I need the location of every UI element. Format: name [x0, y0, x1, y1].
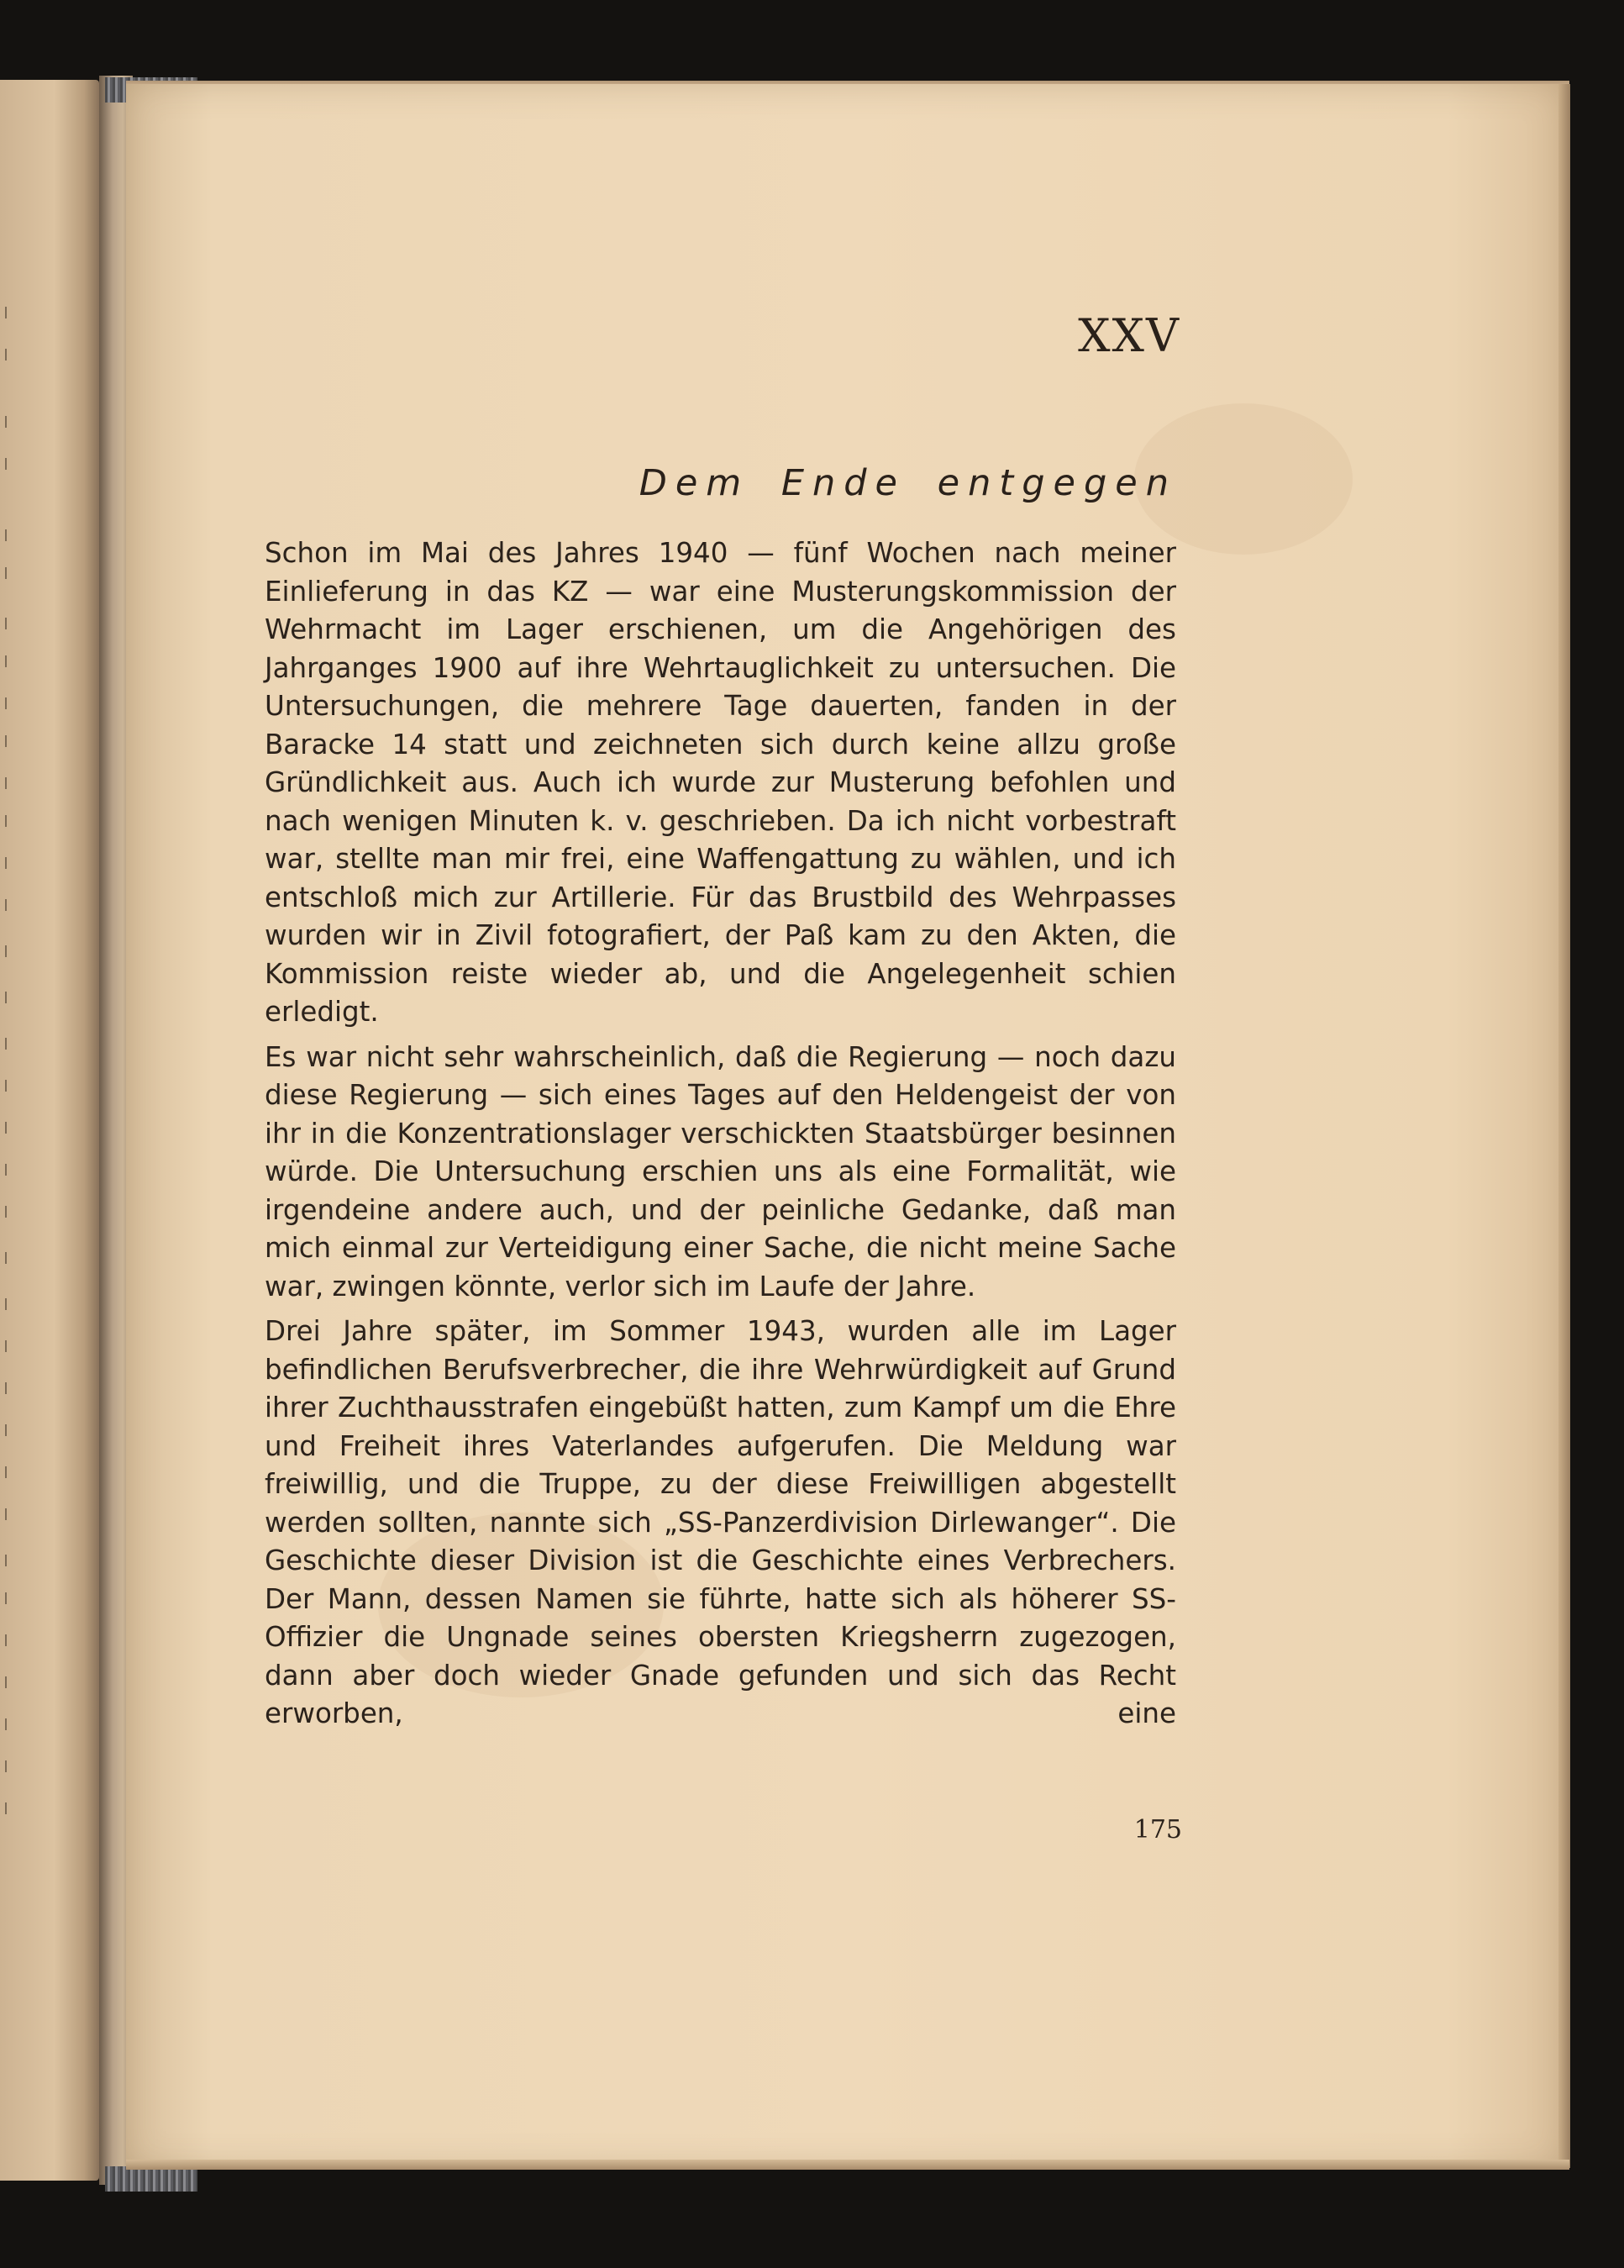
paragraph: Drei Jahre später, im Sommer 1943, wurden alle im Lager befindlichen Berufsverbrecher, die ihre Wehrwürdigkeit auf Grund ihrer Zuchthausstrafen eingebüßt hatten, zum Kampf um die Ehre und Freiheit ihres Vaterlandes aufgerufen. Die Meldung war freiwillig, und die Truppe, zu der diese Freiwilligen abgestellt werden sollten, nannte sich „SS-Panzerdivision Dirlewanger“. Die Geschichte dieser Division ist die Geschichte eines Verbrechers. Der Mann, dessen Namen sie führte, hatte sich als höherer SS-Offizier die Ungnade seines obersten Kriegsherrn zugezogen, dann aber doch wieder Gnade gefunden und sich das Recht erworben, eine — [265, 1315, 1176, 1729]
chapter-number: XXV — [1078, 309, 1180, 362]
paragraph: Schon im Mai des Jahres 1940 — fünf Wochen nach meiner Einlieferung in das KZ — war eine Musterungskommission der Wehrmacht im Lager erschienen, um die Angehörigen des Jahrganges 1900 auf ihre Wehrtauglichkeit zu untersuchen. Die Untersuchungen, die mehrere Tage dauerten, fanden in der Baracke 14 statt und zeichneten sich durch keine allzu große Gründlichkeit aus. Auch ich wurde zur Musterung befohlen und nach wenigen Minuten k. v. geschrieben. Da ich nicht vorbestraft war, stellte man mir frei, eine Waffengattung zu wählen, und ich entschloß mich zur Artillerie. Für das Brustbild des Wehrpasses wurden wir in Zivil fotografiert, der Paß kam zu den Akten, die Kommission reiste wieder ab, und die Angelegenheit schien erledigt. — [265, 537, 1176, 1028]
page-right-edge — [1558, 84, 1570, 2168]
facing-page-edge — [0, 80, 99, 2181]
facing-page-text-fragments — [0, 80, 25, 2181]
chapter-title: Dem Ende entgegen — [639, 462, 1177, 504]
page-number: 175 — [1133, 1815, 1182, 1844]
paragraph: Es war nicht sehr wahrscheinlich, daß die Regierung — noch dazu diese Regierung — sich eines Tages auf den Heldengeist der von ihr in die Konzentrationslager verschickten Staatsbürger besinnen würde. Die Untersuchung erschien uns als eine Formalität, wie irgendeine andere auch, und der peinliche Gedanke, daß man mich einmal zur Verteidigung einer Sache, die nicht meine Sache war, zwingen könnte, verlor sich im Laufe der Jahre. — [265, 1040, 1176, 1302]
page-bottom-edge — [126, 2160, 1569, 2170]
binding-cloth-bottom — [105, 2166, 197, 2192]
body-text — [265, 534, 1176, 1740]
